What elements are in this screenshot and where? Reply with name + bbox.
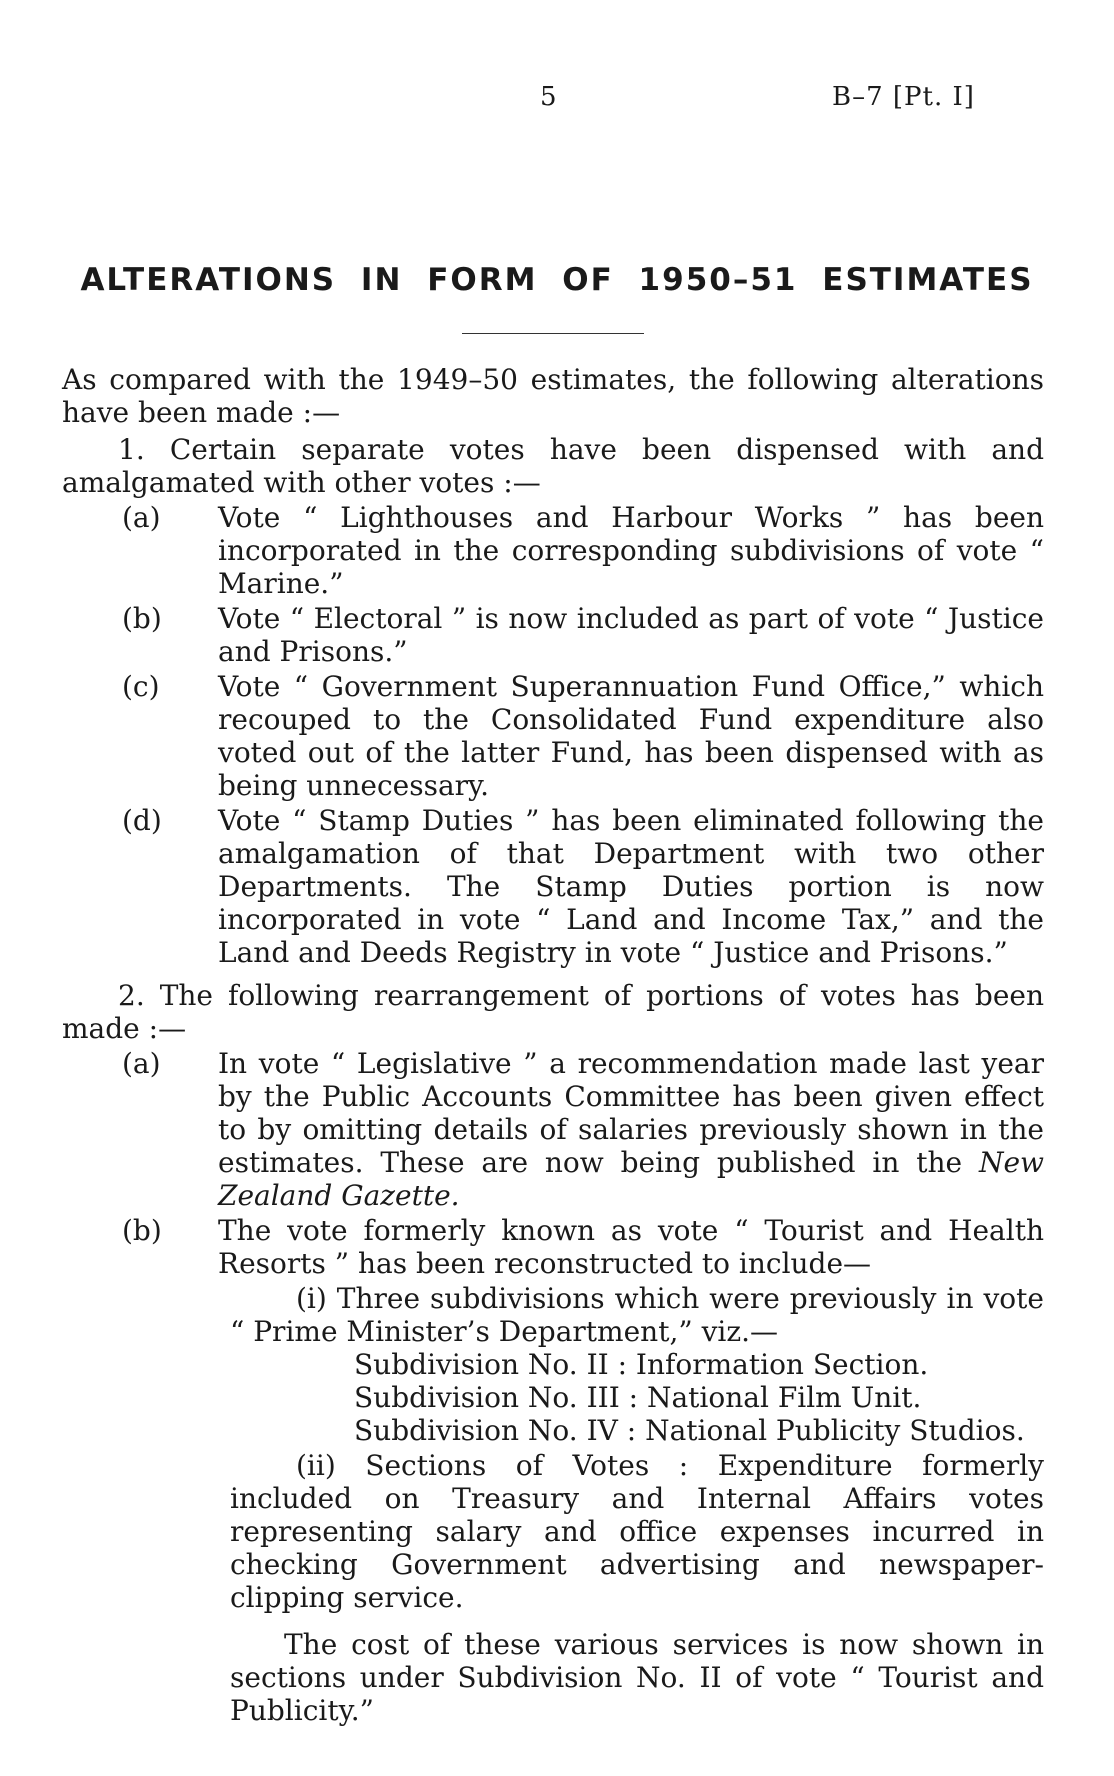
item-label: (a) bbox=[122, 501, 161, 534]
sub-item-ii-text: (ii) Sections of Votes : Expenditure formerly included on Treasury and Internal Affairs votes representing salary and office expenses incurred in checking Government advertising and newspaper-clipping service. bbox=[230, 1449, 1044, 1614]
page-title: ALTERATIONS IN FORM OF 1950–51 ESTIMATES bbox=[80, 262, 1034, 298]
sub-item-i-text: (i) Three subdivisions which were previously in vote “ Prime Minister’s Department,” viz.— bbox=[230, 1282, 1044, 1348]
item-text: Vote “ Electoral ” is now included as part of vote “ Justice and Prisons.” bbox=[218, 602, 1044, 668]
title-rule bbox=[462, 333, 644, 334]
cost-paragraph: The cost of these various services is now shown in sections under Subdivision No. II of vote “ Tourist and Publicity.” bbox=[230, 1628, 1044, 1727]
intro-paragraph: As compared with the 1949–50 estimates, the following alterations have been made :— bbox=[62, 363, 1044, 429]
document-body bbox=[62, 363, 1044, 1727]
subdivision-item: Subdivision No. IV : National Publicity Studios. bbox=[354, 1414, 1025, 1447]
sub-item-ii bbox=[230, 1449, 1044, 1614]
section-1-item-a bbox=[122, 501, 1044, 600]
section-1-item-b bbox=[122, 602, 1044, 668]
section-1-item-d bbox=[122, 804, 1044, 969]
item-text: Vote “ Government Superannuation Fund Office,” which recouped to the Consolidated Fund expenditure also voted out of the latter Fund, has been dispensed with as being unnecessary. bbox=[218, 670, 1044, 802]
item-label: (a) bbox=[122, 1047, 161, 1080]
subdivision-item: Subdivision No. II : Information Section. bbox=[354, 1348, 929, 1381]
section-2-heading: 2. The following rearrangement of portions of votes has been made :— bbox=[62, 979, 1044, 1045]
sub-item-i bbox=[230, 1282, 1044, 1348]
subdivision-item: Subdivision No. III : National Film Unit. bbox=[354, 1381, 922, 1414]
subdivision-list bbox=[354, 1348, 1044, 1447]
section-1-item-c bbox=[122, 670, 1044, 802]
item-label: (b) bbox=[122, 602, 162, 635]
item-text: Vote “ Lighthouses and Harbour Works ” has been incorporated in the corresponding subdivisions of vote “ Marine.” bbox=[218, 501, 1044, 600]
item-text: The vote formerly known as vote “ Tourist and Health Resorts ” has been reconstructed to include— bbox=[218, 1214, 1044, 1280]
item-label: (d) bbox=[122, 804, 162, 837]
item-label: (b) bbox=[122, 1214, 162, 1247]
item-text bbox=[218, 1047, 1044, 1212]
section-2-item-a bbox=[122, 1047, 1044, 1212]
page-number: 5 bbox=[540, 82, 557, 112]
item-label: (c) bbox=[122, 670, 160, 703]
item-text-main: In vote “ Legislative ” a recommendation made last year by the Public Accounts Committee has been given effect to by omitting details of salaries previously shown in the estimates. These are now being published in the bbox=[218, 1047, 1044, 1179]
section-1-heading: 1. Certain separate votes have been dispensed with and amalgamated with other votes :— bbox=[62, 433, 1044, 499]
document-reference: B–7 [Pt. I] bbox=[832, 82, 975, 112]
item-text: Vote “ Stamp Duties ” has been eliminated following the amalgamation of that Department with two other Departments. The Stamp Duties portion is now incorporated in vote “ Land and Income Tax,” and the Land and Deeds Registry in vote “ Justice and Prisons.” bbox=[218, 804, 1044, 969]
gazette-title: New Zealand Gazette. bbox=[218, 1146, 1044, 1212]
section-2-item-b bbox=[122, 1214, 1044, 1280]
